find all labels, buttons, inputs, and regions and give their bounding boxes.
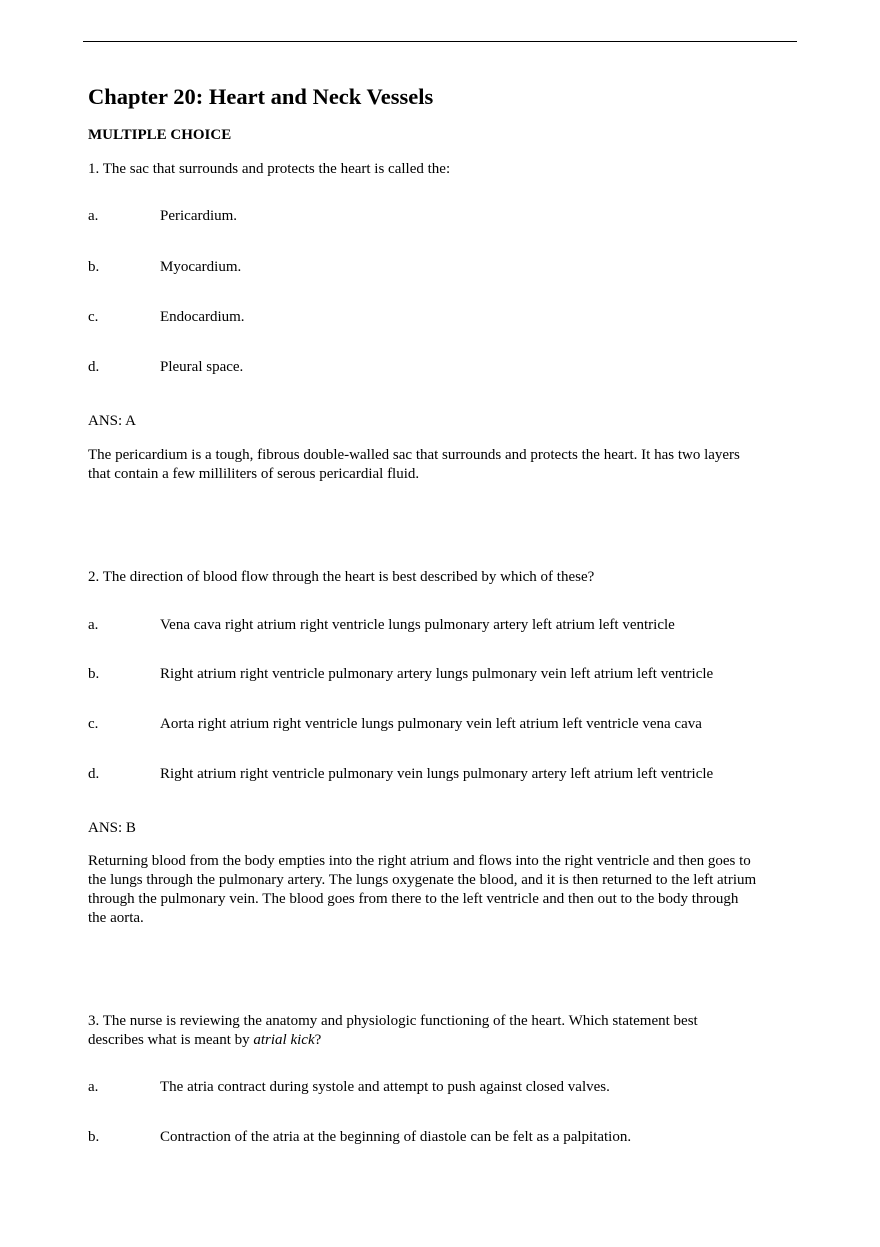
option-letter: b. — [88, 666, 100, 682]
question-2-rationale-line-1: Returning blood from the body empties into the right atrium and flows into the right ventricle and then goes to — [88, 853, 751, 869]
option-letter: c. — [88, 309, 99, 325]
option-text: Endocardium. — [160, 309, 245, 325]
question-2-answer: ANS: B — [88, 820, 136, 836]
option-letter: a. — [88, 1079, 99, 1095]
option-text: Right atrium right ventricle pulmonary artery lungs pulmonary vein left atrium left ventricle — [160, 666, 714, 682]
question-1-answer: ANS: A — [88, 413, 136, 429]
question-3-stem-line-2 — [88, 1031, 321, 1051]
header-rule — [83, 41, 797, 42]
question-2-rationale-line-3: through the pulmonary vein. The blood goes from there to the left ventricle and then out to the body through — [88, 891, 739, 907]
question-2-rationale-line-2: the lungs through the pulmonary artery. The lungs oxygenate the blood, and it is then returned to the left atrium — [88, 872, 757, 888]
option-letter: c. — [88, 716, 99, 732]
option-text: Pericardium. — [160, 208, 238, 224]
option-text: The atria contract during systole and attempt to push against closed valves. — [160, 1079, 610, 1095]
option-text: Vena cava right atrium right ventricle lungs pulmonary artery left atrium left ventricle — [160, 617, 675, 633]
option-letter: a. — [88, 208, 99, 224]
option-text: Aorta right atrium right ventricle lungs pulmonary vein left atrium left ventricle vena cava — [160, 716, 702, 732]
question-3-stem-line-1: 3. The nurse is reviewing the anatomy and physiologic functioning of the heart. Which statement best — [88, 1013, 698, 1029]
option-text: Myocardium. — [160, 259, 242, 275]
question-1-stem: 1. The sac that surrounds and protects the heart is called the: — [88, 161, 451, 177]
option-letter: b. — [88, 1129, 100, 1145]
stem-punctuation: ? — [314, 1032, 322, 1048]
section-heading: MULTIPLE CHOICE — [88, 127, 232, 143]
option-text: Contraction of the atria at the beginning of diastole can be felt as a palpitation. — [160, 1129, 632, 1145]
option-letter: d. — [88, 359, 100, 375]
question-1-rationale-line-2: that contain a few milliliters of serous pericardial fluid. — [88, 466, 420, 482]
question-1-rationale-line-1: The pericardium is a tough, fibrous double-walled sac that surrounds and protects the heart. It has two layers — [88, 447, 740, 463]
question-2-stem: 2. The direction of blood flow through the heart is best described by which of these? — [88, 569, 595, 585]
chapter-title: Chapter 20: Heart and Neck Vessels — [88, 84, 434, 109]
question-2-rationale-line-4: the aorta. — [88, 910, 144, 926]
option-letter: b. — [88, 259, 100, 275]
emphasized-term: atrial kick — [253, 1032, 315, 1048]
option-letter: d. — [88, 766, 100, 782]
stem-text: describes what is meant by — [88, 1032, 254, 1048]
option-letter: a. — [88, 617, 99, 633]
option-text: Right atrium right ventricle pulmonary vein lungs pulmonary artery left atrium left ventricle — [160, 766, 714, 782]
option-text: Pleural space. — [160, 359, 244, 375]
